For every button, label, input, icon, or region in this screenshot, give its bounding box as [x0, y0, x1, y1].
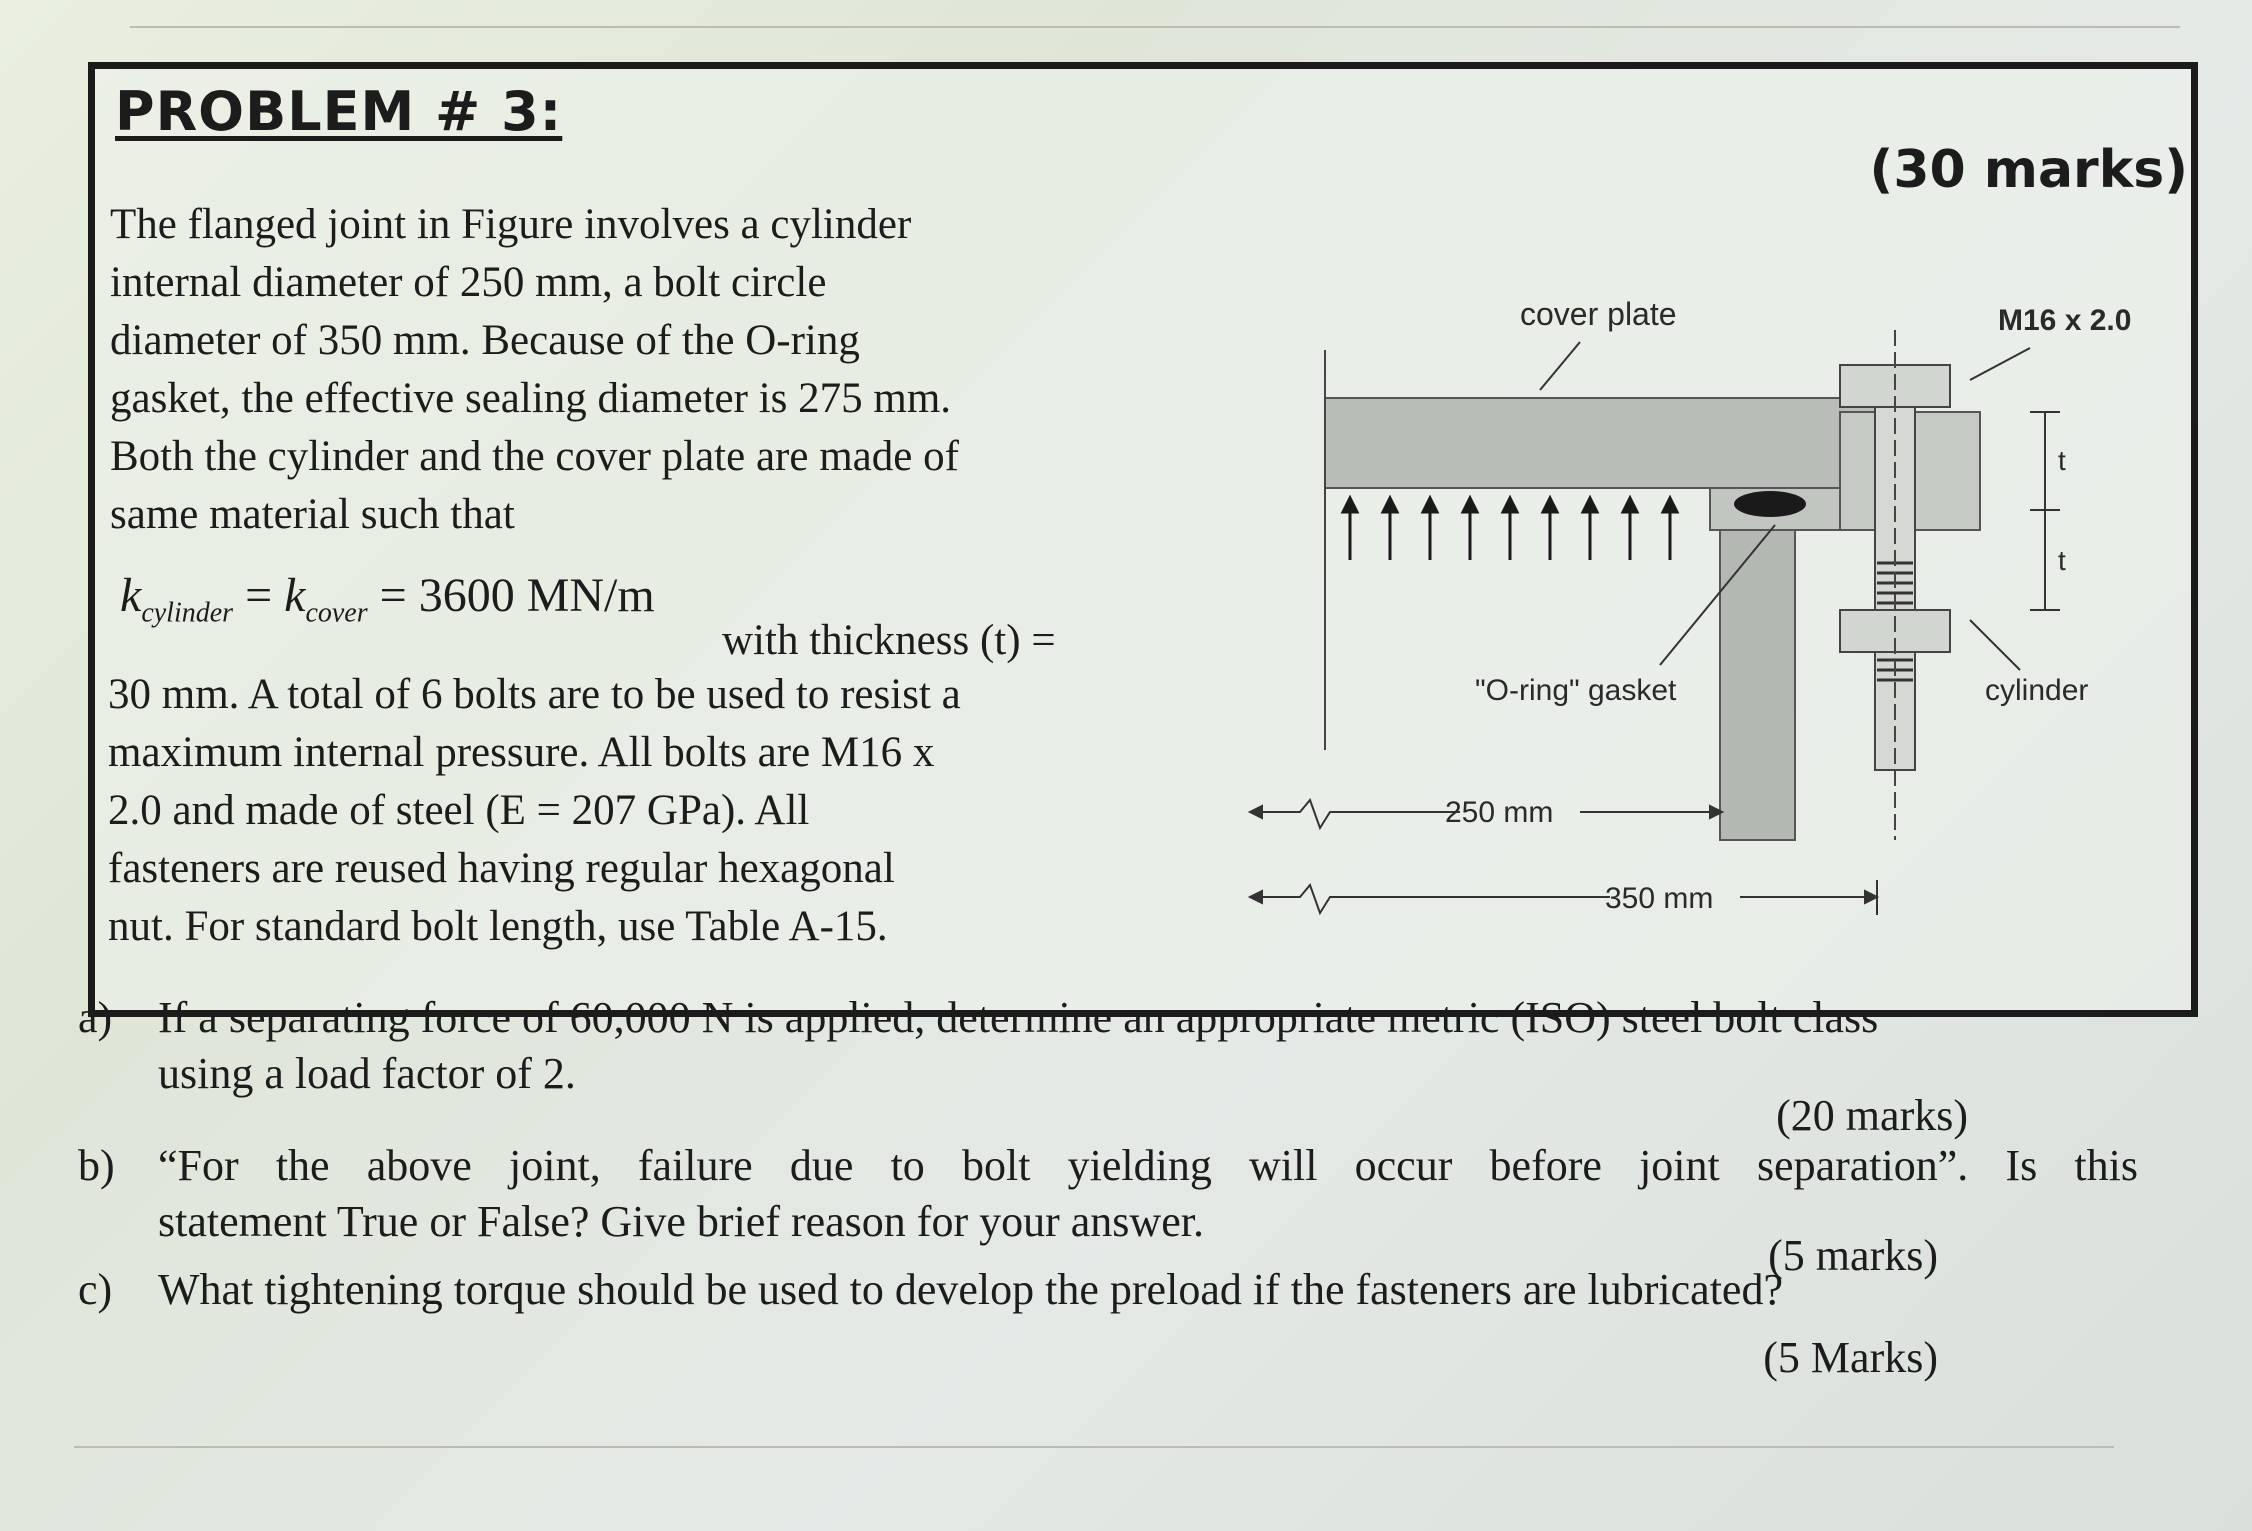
question-a [78, 990, 2138, 1144]
page-rule-bottom [74, 1446, 2114, 1448]
dim-350-label: 350 mm [1605, 882, 1714, 915]
statement-line: nut. For standard bolt length, use Table A-15. [108, 903, 888, 950]
statement-line: fasteners are reused having regular hexagonal [108, 845, 895, 892]
t-label-top: t [2058, 445, 2066, 476]
gasket-label: "O-ring" gasket [1475, 674, 1677, 707]
problem-title: PROBLEM # 3: [115, 80, 563, 143]
cover-plate-label: cover plate [1520, 296, 1677, 332]
formula-eq2: = 3600 MN/m [367, 569, 655, 622]
t-label-bottom: t [2058, 545, 2066, 576]
thickness-dimensions [2030, 412, 2060, 610]
stiffness-formula [120, 568, 655, 630]
question-letter: a) [78, 993, 113, 1042]
problem-statement-continued [108, 666, 1158, 956]
question-text-line: If a separating force of 60,000 N is applied, determine an appropriate metric (ISO) steel bolt class [158, 993, 1879, 1042]
statement-line: internal diameter of 250 mm, a bolt circle [110, 259, 827, 306]
with-thickness-text: with thickness (t) = [722, 617, 1056, 664]
problem-marks: (30 marks) [1869, 140, 2188, 200]
flanged-joint-figure [1240, 280, 2180, 960]
formula-eq1: = [233, 569, 285, 622]
question-list [78, 990, 2138, 1386]
question-marks: (20 marks) [1776, 1091, 1968, 1140]
bolt-spec-leader [1970, 348, 2030, 380]
statement-line: gasket, the effective sealing diameter is 275 mm. [110, 375, 952, 422]
o-ring-gasket [1734, 491, 1806, 517]
dim-250-label: 250 mm [1445, 796, 1554, 829]
statement-line: same material such that [110, 491, 515, 538]
cylinder-label: cylinder [1985, 674, 2089, 707]
statement-line: diameter of 350 mm. Because of the O-ring [110, 317, 860, 364]
formula-k: k [284, 569, 306, 622]
cylinder-leader [1970, 620, 2020, 670]
question-text-line: What tightening torque should be used to develop the preload if the fasteners are lubricated? [158, 1265, 1783, 1314]
dimension-350 [1250, 880, 1877, 915]
statement-line: 30 mm. A total of 6 bolts are to be used to resist a [108, 671, 961, 718]
question-c [78, 1262, 2138, 1386]
question-marks: (5 marks) [1768, 1231, 1938, 1280]
statement-line: maximum internal pressure. All bolts are M16 x [108, 729, 935, 776]
problem-statement [110, 196, 1150, 544]
question-text-line: using a load factor of 2. [158, 1049, 576, 1098]
question-text-line: statement True or False? Give brief reason for your answer. [158, 1197, 1204, 1246]
statement-line: Both the cylinder and the cover plate are made of [110, 433, 959, 480]
pressure-arrows [1343, 498, 1677, 560]
formula-k: k [120, 569, 142, 622]
question-letter: b) [78, 1141, 115, 1190]
question-marks: (5 Marks) [1763, 1333, 1938, 1382]
cover-plate-leader [1540, 342, 1580, 390]
cover-plate [1325, 398, 1915, 488]
bolt [1840, 330, 1950, 840]
question-letter: c) [78, 1265, 113, 1314]
cylinder-wall [1720, 488, 1840, 840]
bolt-spec-label: M16 x 2.0 [1998, 304, 2132, 337]
question-text-line: “For the above joint, failure due to bolt yielding will occur before joint separation”. Is this [158, 1141, 2138, 1190]
formula-sub-cover: cover [305, 597, 368, 629]
statement-line: The flanged joint in Figure involves a cylinder [110, 201, 912, 248]
formula-sub-cylinder: cylinder [141, 597, 234, 629]
page-rule-top [130, 26, 2180, 28]
statement-line: 2.0 and made of steel (E = 207 GPa). All [108, 787, 810, 834]
